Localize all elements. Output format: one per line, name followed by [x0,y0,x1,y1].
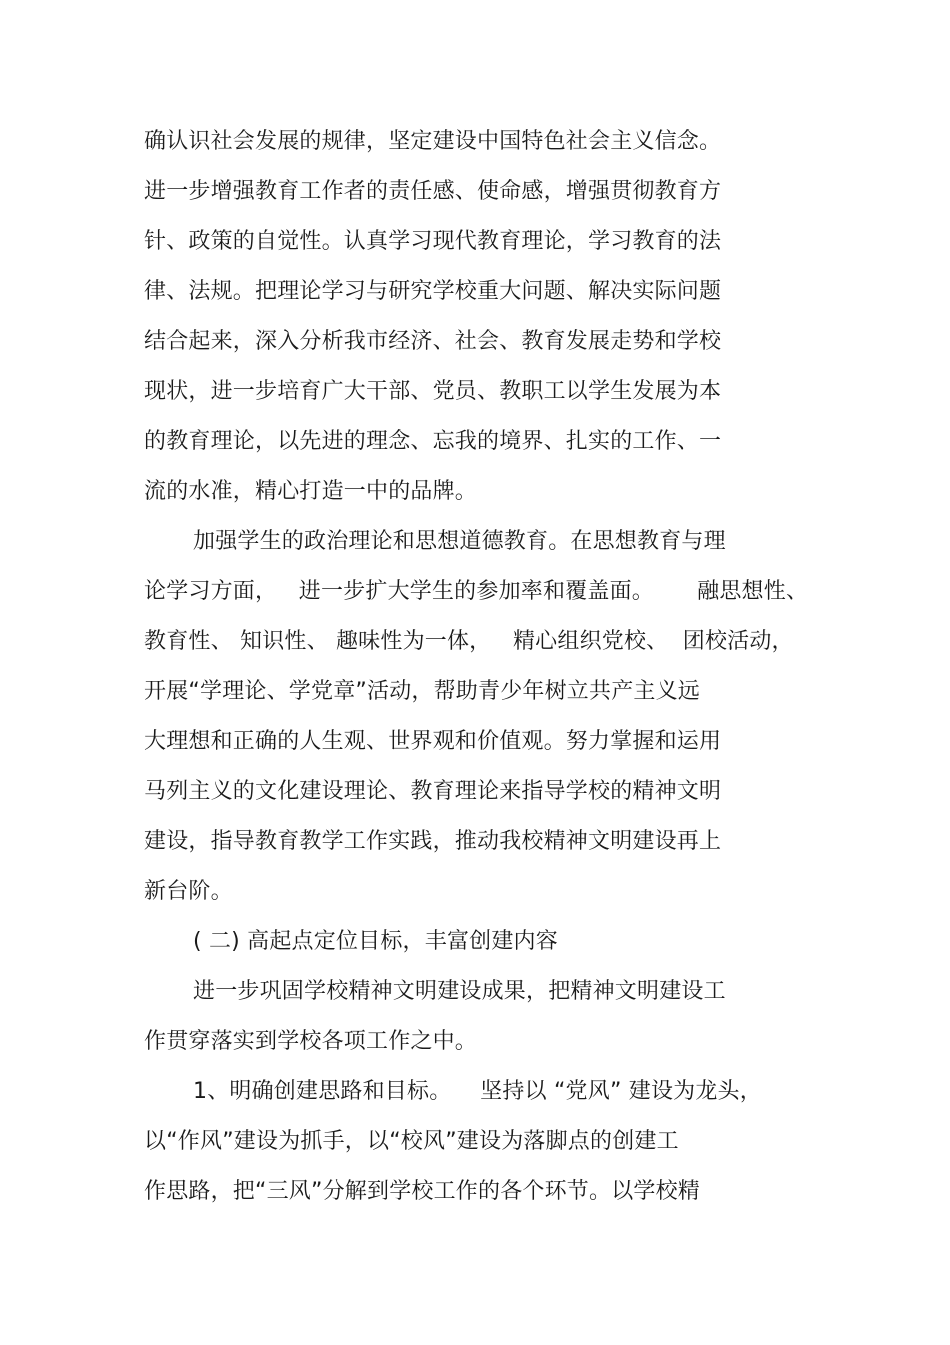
section-heading: ( 二) 高起点定位目标，丰富创建内容 [193,929,558,954]
text-line: 开展“学理论、学党章”活动，帮助青少年树立共产主义远 [144,679,700,704]
text-line: 大理想和正确的人生观、世界观和价值观。努力掌握和运用 [144,729,722,754]
text-line: 律、法规。把理论学习与研究学校重大问题、解决实际问题 [144,279,722,304]
text-line: 新台阶。 [144,879,233,904]
text-line: 建设，指导教育教学工作实践，推动我校精神文明建设再上 [144,829,722,854]
text-line: 作思路，把“三风”分解到学校工作的各个环节。以学校精 [144,1179,700,1204]
text-line: 以“作风”建设为抓手，以“校风”建设为落脚点的创建工 [144,1129,679,1154]
paragraph-first-line: 1、明确创建思路和目标。 坚持以 “党风” 建设为龙头， [193,1079,762,1104]
paragraph-first-line: 加强学生的政治理论和思想道德教育。在思想教育与理 [193,529,726,554]
text-line: 作贯穿落实到学校各项工作之中。 [144,1029,478,1054]
text-line: 论学习方面， 进一步扩大学生的参加率和覆盖面。 融思想性、 [144,579,809,604]
text-line: 教育性、 知识性、 趣味性为一体， 精心组织党校、 团校活动， [144,629,794,654]
text-line: 结合起来，深入分析我市经济、社会、教育发展走势和学校 [144,329,722,354]
text-line: 流的水准，精心打造一中的品牌。 [144,479,478,504]
text-line: 针、政策的自觉性。认真学习现代教育理论，学习教育的法 [144,229,722,254]
paragraph-first-line: 进一步巩固学校精神文明建设成果，把精神文明建设工 [193,979,726,1004]
text-line: 进一步增强教育工作者的责任感、使命感，增强贯彻教育方 [144,179,722,204]
text-line: 的教育理论，以先进的理念、忘我的境界、扎实的工作、一 [144,429,722,454]
text-line: 确认识社会发展的规律，坚定建设中国特色社会主义信念。 [144,129,722,154]
text-line: 马列主义的文化建设理论、教育理论来指导学校的精神文明 [144,779,722,804]
text-line: 现状，进一步培育广大干部、党员、教职工以学生发展为本 [144,379,722,404]
